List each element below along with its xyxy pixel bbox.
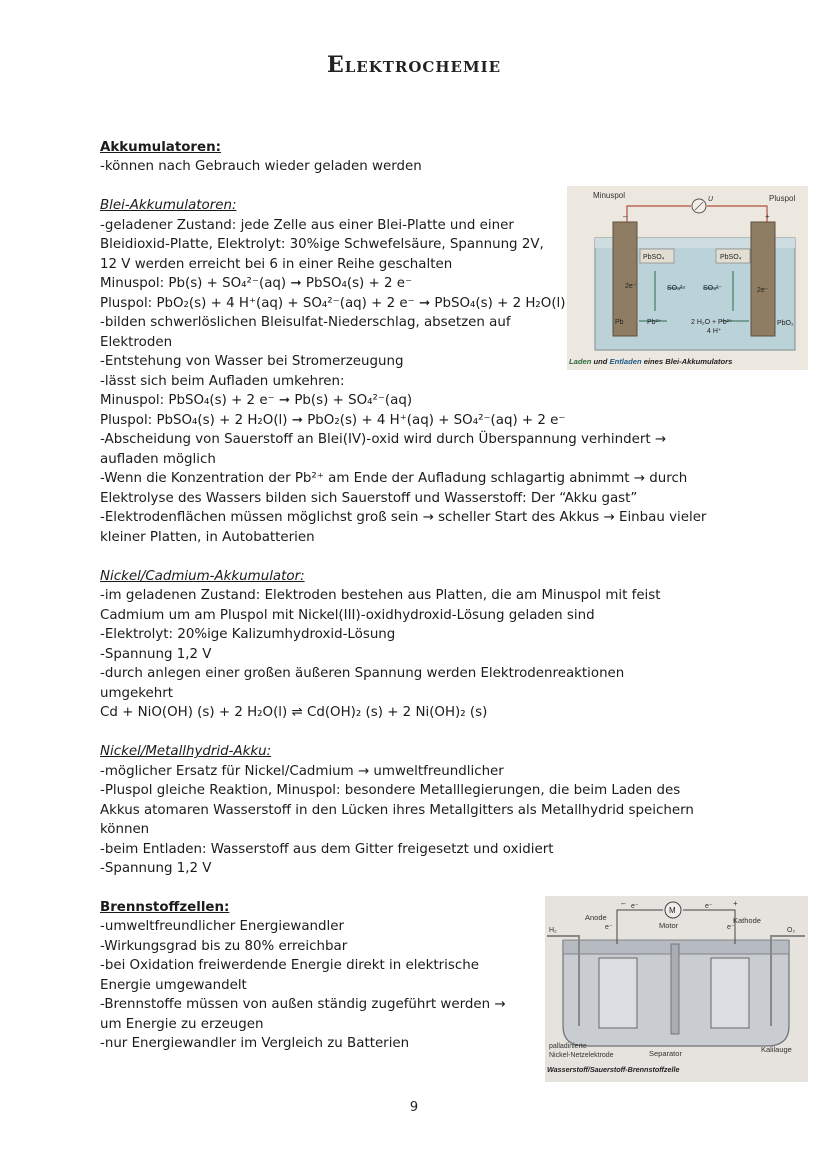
pbso4-left-label: PbSO₄ bbox=[643, 254, 665, 261]
plus-sign: + bbox=[733, 899, 738, 908]
text-line: 12 V werden erreicht bei 6 in einer Reihe geschalten bbox=[100, 257, 453, 272]
lead-acid-caption bbox=[569, 357, 732, 366]
text-line: kleiner Platten, in Autobatterien bbox=[100, 530, 315, 545]
text-line: umgekehrt bbox=[100, 686, 174, 701]
pbo2-label: PbO₂ bbox=[777, 320, 794, 327]
text-line: Elektrolyse des Wassers bilden sich Sauerstoff und Wasserstoff: Der “Akku gast” bbox=[100, 491, 638, 506]
text-line: -bilden schwerlöslichen Bleisulfat-Niederschlag, absetzen auf bbox=[100, 315, 511, 330]
text-line: -möglicher Ersatz für Nickel/Cadmium → umweltfreundlicher bbox=[100, 764, 504, 779]
subsection-heading-nicd: Nickel/Cadmium-Akkumulator: bbox=[100, 569, 305, 584]
fuel-cell-caption: Wasserstoff/Sauerstoff-Brennstoffzelle bbox=[547, 1065, 680, 1074]
equation-line: Pluspol: PbSO₄(s) + 2 H₂O(l) ➞ PbO₂(s) + 4 H⁺(aq) + SO₄²⁻(aq) + 2 e⁻ bbox=[100, 413, 566, 428]
sulfate-left-label: SO₄²⁻ bbox=[667, 285, 686, 292]
electron-left-label: e⁻ bbox=[631, 903, 639, 910]
text-line: -Spannung 1,2 V bbox=[100, 861, 212, 876]
text-line: -können nach Gebrauch wieder geladen werden bbox=[100, 159, 422, 174]
lead-acid-battery-figure bbox=[567, 186, 808, 370]
caption-rest: eines Blei-Akkumulators bbox=[641, 357, 733, 366]
kalilauge-label: Kalilauge bbox=[761, 1045, 792, 1054]
minus-sign: – bbox=[621, 899, 626, 908]
caption-entladen: Entladen bbox=[609, 357, 642, 366]
equation-line: Pluspol: PbO₂(s) + 4 H⁺(aq) + SO₄²⁻(aq) + 2 e⁻ ➞ PbSO₄(s) + 2 H₂O(l) bbox=[100, 296, 566, 311]
oxygen-label: O₂ bbox=[787, 927, 796, 934]
text-line: -Brennstoffe müssen von außen ständig zugeführt werden → bbox=[100, 997, 506, 1012]
text-line: -geladener Zustand: jede Zelle aus einer Blei-Platte und einer bbox=[100, 218, 514, 233]
hydrogen-label: H₂ bbox=[549, 927, 557, 934]
water-lead-label: 2 H₂O + Pb²⁺ bbox=[691, 319, 733, 326]
plus-sign: + bbox=[765, 212, 770, 221]
minus-sign: – bbox=[623, 212, 628, 221]
pbso4-right-label: PbSO₄ bbox=[720, 254, 742, 261]
text-line: Cadmium um am Pluspol mit Nickel(III)-oxidhydroxid-Lösung geladen sind bbox=[100, 608, 595, 623]
text-line: -Abscheidung von Sauerstoff an Blei(IV)-oxid wird durch Überspannung verhindert → bbox=[100, 432, 667, 447]
text-line: -nur Energiewandler im Vergleich zu Batterien bbox=[100, 1036, 410, 1051]
electron-right-label: e⁻ bbox=[705, 903, 713, 910]
page-title: Elektrochemie bbox=[326, 52, 502, 78]
pluspol-label: Pluspol bbox=[769, 194, 796, 203]
kathode-label: Kathode bbox=[733, 916, 761, 925]
motor-symbol: M bbox=[669, 906, 676, 915]
text-line: -Wirkungsgrad bis zu 80% erreichbar bbox=[100, 939, 348, 954]
subsection-heading-nimh: Nickel/Metallhydrid-Akku: bbox=[100, 744, 272, 759]
anode-electron-label: e⁻ bbox=[605, 924, 613, 931]
text-line: -beim Entladen: Wasserstoff aus dem Gitter freigesetzt und oxidiert bbox=[100, 842, 554, 857]
text-line: -Pluspol gleiche Reaktion, Minuspol: besondere Metalllegierungen, die beim Laden des bbox=[100, 783, 681, 798]
text-line: -Spannung 1,2 V bbox=[100, 647, 212, 662]
subsection-heading-blei: Blei-Akkumulatoren: bbox=[100, 198, 237, 213]
section-heading-akkumulatoren: Akkumulatoren: bbox=[100, 140, 221, 155]
anode-label: Anode bbox=[585, 913, 607, 922]
electrons-left-label: 2e⁻ bbox=[625, 283, 637, 290]
text-line: Energie umgewandelt bbox=[100, 978, 247, 993]
minuspol-label: Minuspol bbox=[593, 191, 626, 200]
text-line: können bbox=[100, 822, 150, 837]
protons-label: 4 H⁺ bbox=[707, 328, 722, 335]
caption-laden: Laden bbox=[569, 357, 592, 366]
text-line: -umweltfreundlicher Energiewandler bbox=[100, 919, 344, 934]
text-line: -bei Oxidation freiwerdende Energie direkt in elektrische bbox=[100, 958, 479, 973]
motor-label: Motor bbox=[659, 921, 679, 930]
voltage-label: U bbox=[708, 196, 714, 203]
equation-line: Cd + NiO(OH) (s) + 2 H₂O(l) ⇌ Cd(OH)₂ (s) + 2 Ni(OH)₂ (s) bbox=[100, 705, 488, 720]
text-line: Elektroden bbox=[100, 335, 173, 350]
kathode-electron-label: e⁻ bbox=[727, 924, 735, 931]
electrons-right-label: 2e⁻ bbox=[757, 287, 769, 294]
section-heading-brennstoffzellen: Brennstoffzellen: bbox=[100, 900, 230, 915]
equation-line: Minuspol: PbSO₄(s) + 2 e⁻ ➞ Pb(s) + SO₄²⁻(aq) bbox=[100, 393, 413, 408]
text-line: -Elektrolyt: 20%ige Kalizumhydroxid-Lösung bbox=[100, 627, 396, 642]
text-line: -im geladenen Zustand: Elektroden bestehen aus Platten, die am Minuspol mit feist bbox=[100, 588, 661, 603]
sulfate-right-label: SO₄²⁻ bbox=[703, 285, 722, 292]
pb2-label: Pb²⁺ bbox=[647, 319, 662, 326]
text-line: -Wenn die Konzentration der Pb²⁺ am Ende der Aufladung schlagartig abnimmt → durch bbox=[100, 471, 688, 486]
page-number: 9 bbox=[409, 1100, 419, 1115]
text-line: -Entstehung von Wasser bei Stromerzeugung bbox=[100, 354, 404, 369]
text-line: aufladen möglich bbox=[100, 452, 216, 467]
text-line: Akkus atomaren Wasserstoff in den Lücken ihres Metallgitters als Metallhydrid speichern bbox=[100, 803, 694, 818]
text-line: -lässt sich beim Aufladen umkehren: bbox=[100, 374, 345, 389]
electrode-label: Nickel-Netzelektrode bbox=[549, 1052, 614, 1059]
pb-label: Pb bbox=[615, 319, 624, 326]
equation-line: Minuspol: Pb(s) + SO₄²⁻(aq) ➞ PbSO₄(s) + 2 e⁻ bbox=[100, 276, 413, 291]
caption-und: und bbox=[591, 357, 610, 366]
separator-label: Separator bbox=[649, 1049, 682, 1058]
text-line: -durch anlegen einer großen äußeren Spannung werden Elektrodenreaktionen bbox=[100, 666, 625, 681]
paladinierte-label: palladinierte bbox=[549, 1043, 587, 1050]
text-line: um Energie zu erzeugen bbox=[100, 1017, 264, 1032]
text-line: -Elektrodenflächen müssen möglichst groß sein → scheller Start des Akkus → Einbau vieler bbox=[100, 510, 707, 525]
fuel-cell-figure bbox=[545, 896, 808, 1082]
text-line: Bleidioxid-Platte, Elektrolyt: 30%ige Schwefelsäure, Spannung 2V, bbox=[100, 237, 544, 252]
